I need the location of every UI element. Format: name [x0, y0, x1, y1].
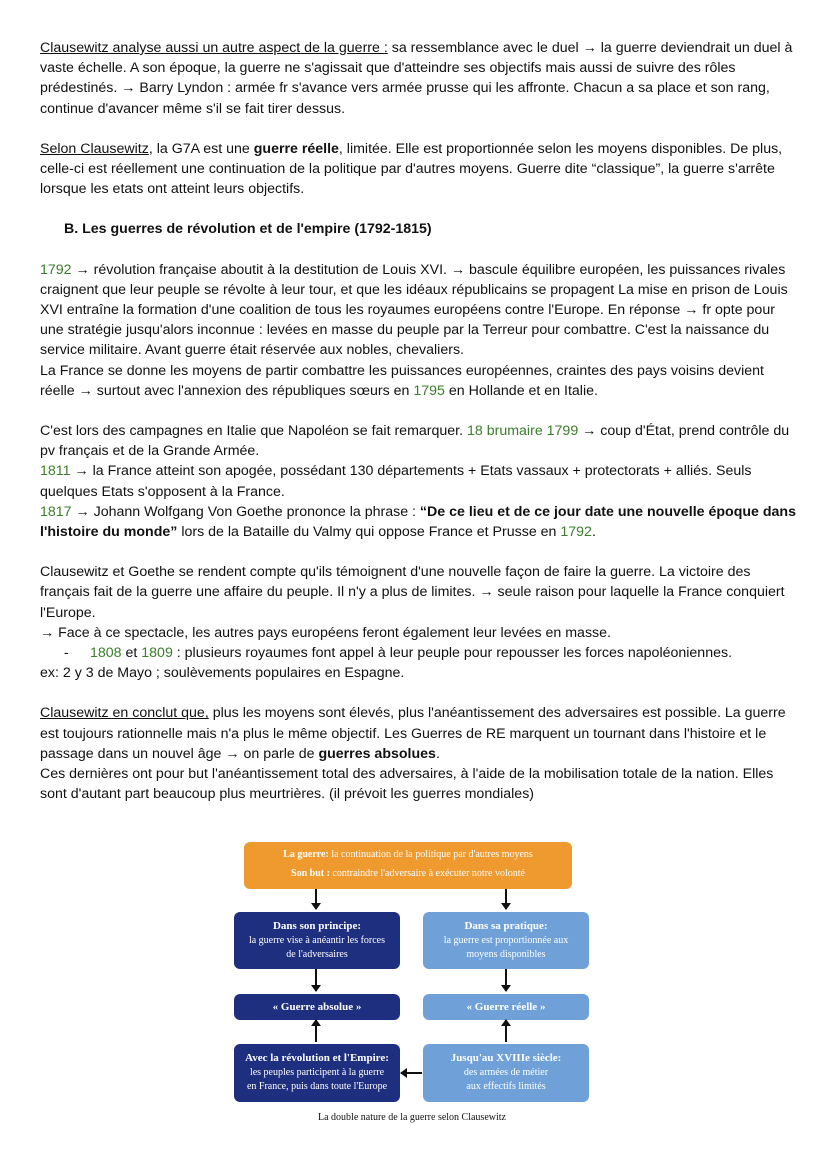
date-highlight: 1817	[40, 503, 72, 520]
paragraph-text: C'est lors des campagnes en Italie que Napoléon se fait remarquer.	[40, 423, 467, 440]
bold-term: guerre réelle	[253, 140, 339, 157]
paragraph-goethe	[40, 502, 800, 542]
pratique-box: Dans sa pratique: la guerre est proportionnée aux moyens disponibles	[423, 912, 589, 969]
paragraph-text: en Hollande et en Italie.	[444, 382, 598, 399]
date-highlight: 18 brumaire 1799	[467, 423, 579, 440]
arrow-down	[505, 969, 507, 991]
paragraph-text: .	[591, 524, 596, 541]
bold-quote: “De ce lieu et de ce jour date une nouvelle époque dans l'histoire du monde”	[40, 503, 796, 541]
paragraph-duel	[40, 38, 800, 119]
paragraph-text: lors de la Bataille du Valmy qui oppose France et Prusse en	[177, 524, 561, 541]
paragraph-1811	[40, 461, 800, 501]
arrow-up	[505, 1020, 507, 1042]
paragraph-text: : plusieurs royaumes font appel à leur peuple pour repousser les forces napoléoniennes.	[172, 645, 733, 662]
xviii-box: Jusqu'au XVIIIe siècle: des armées de métier aux effectifs limités	[423, 1044, 589, 1102]
paragraph-france-moyens	[40, 361, 800, 401]
arrow-down	[505, 889, 507, 909]
paragraph-text: Clausewitz et Goethe se rendent compte qu'ils témoignent d'une nouvelle façon de faire la guerre. La victoire des français fait de la guerre une affaire du peuple. Il n'y a plus de limites. → seule raison pour laquelle la France conquiert l'Europe.	[40, 564, 785, 621]
date-highlight: 1792	[40, 261, 72, 278]
revolution-box: Avec la révolution et l'Empire: les peuples participent à la guerre en France, puis dans toute l'Europe	[234, 1044, 400, 1102]
paragraph-text: , limitée. Elle est proportionnée selon les moyens disponibles. De plus, celle-ci est réellement une continuation de la politique par d'autres moyens. Guerre dite “classique”, la guerre s'arrête lorsque les etats ont atteint leurs objectifs.	[40, 140, 783, 198]
paragraph-text: → coup d'État, prend contrôle du pv français et de la Grande Armée.	[40, 423, 790, 460]
arrow-up	[315, 1020, 317, 1042]
date-highlight: 1808	[90, 645, 122, 662]
arrow-down	[315, 969, 317, 991]
paragraph-nouvelle-facon	[40, 562, 800, 623]
paragraph-text: plus les moyens sont élevés, plus l'anéantissement des adversaires est possible. La guerre est toujours rationnelle mais n'a plus le même objectif. Les Guerres de RE marquent un tournant dans l'histoire et le passage dans un nouvel âge → on parle de	[40, 705, 786, 762]
paragraph-text: La France se donne les moyens de partir combattre les puissances européennes, craintes des pays voisins devient réelle → surtout avec l'annexion des républiques sœurs en	[40, 362, 764, 399]
principe-box: Dans son principe: la guerre vise à anéantir les forces de l'adversaires	[234, 912, 400, 969]
definition-box: La guerre: la continuation de la politique par d'autres moyens Son but : contraindre l'adversaire à exécuter notre volonté	[244, 842, 572, 889]
underlined-lead: Clausewitz en conclut que,	[40, 705, 209, 722]
arrow-left	[401, 1072, 422, 1074]
paragraph-text: → Face à ce spectacle, les autres pays européens feront également leur levées en masse.	[40, 624, 611, 641]
guerre-reelle-box: « Guerre réelle »	[423, 994, 589, 1020]
paragraph-aneantissement	[40, 764, 800, 804]
paragraph-1792	[40, 260, 800, 361]
paragraph-text: ex: 2 y 3 de Mayo ; soulèvements populaires en Espagne.	[40, 665, 405, 682]
arrow-down	[315, 889, 317, 909]
bold-term: guerres absolues	[318, 745, 436, 762]
underlined-lead: Selon Clausewitz	[40, 140, 149, 157]
paragraph-text: sa ressemblance avec le duel → la guerre deviendrait un duel à vaste échelle. A son époque, la guerre ne s'agissait que d'atteindre ses objectifs mais aussi de suivre des rôles prédestinés. → Barry Lyndon : armée fr s'avance vers armée prusse qui les affronte. Chacun a sa place et son rang, continue d'avancer même s'il se fait tirer dessus.	[40, 40, 793, 117]
paragraph-text: → Johann Wolfgang Von Goethe prononce la phrase :	[71, 503, 420, 520]
date-highlight: 1811	[40, 463, 71, 480]
dash-bullet: -	[64, 645, 69, 662]
paragraph-napoleon	[40, 421, 800, 461]
date-highlight: 1795	[413, 382, 445, 399]
guerre-absolue-box: « Guerre absolue »	[234, 994, 400, 1020]
paragraph-guerre-reelle	[40, 139, 800, 200]
date-highlight: 1809	[141, 645, 173, 662]
paragraph-conclusion	[40, 703, 800, 764]
diagram-caption: La double nature de la guerre selon Clausewitz	[318, 1112, 506, 1123]
paragraph-example	[40, 663, 800, 683]
clausewitz-diagram	[234, 842, 590, 1132]
underlined-lead: Clausewitz analyse aussi un autre aspect de la guerre :	[40, 40, 388, 56]
paragraph-text: → la France atteint son apogée, possédant 130 départements + Etats vassaux + protectorats + alliés. Seuls quelques Etats s'opposent à la France.	[40, 463, 752, 500]
date-highlight: 1792	[560, 524, 592, 541]
paragraph-face-spectacle	[40, 623, 800, 643]
document-page	[40, 38, 800, 805]
paragraph-text: Ces dernières ont pour but l'anéantissement total des adversaires, à l'aide de la mobilisation totale de la nation. Elles sont d'autant part beaucoup plus meurtrières. (il prévoit les guerres mondiales)	[40, 766, 774, 803]
list-item	[40, 643, 800, 663]
section-heading: B. Les guerres de révolution et de l'empire (1792-1815)	[64, 221, 432, 238]
paragraph-text: et	[121, 645, 142, 662]
paragraph-text: → révolution française aboutit à la destitution de Louis XVI. → bascule équilibre européen, les puissances rivales craignent que leur peuple se révolte à leur tour, et que les idéaux républicains se propagent La mise en prison de Louis XVI entraîne la formation d'une coalition de tous les royaumes européens contre l'Europe. En réponse → fr opte pour une stratégie jusqu'alors inconnue : levées en masse du peuple par la Terreur pour combattre. C'est la naissance du service militaire. Avant guerre était réservée aux nobles, chevaliers.	[40, 261, 788, 359]
paragraph-text: .	[435, 745, 440, 762]
paragraph-text: , la G7A est une	[148, 140, 254, 157]
